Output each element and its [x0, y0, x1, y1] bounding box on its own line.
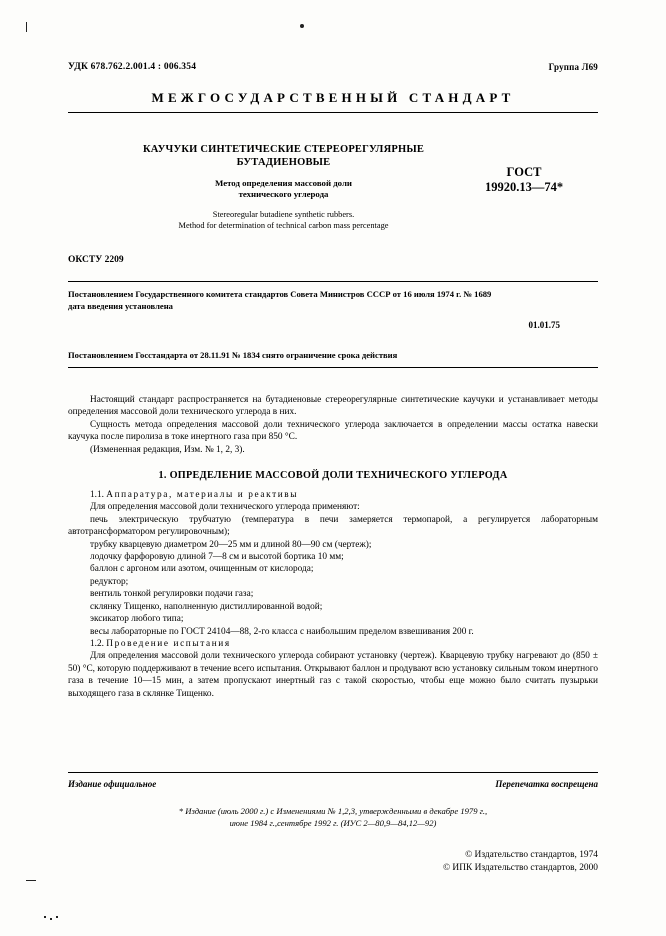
speck-three	[56, 916, 58, 918]
copyright-line-2: © ИПК Издательство стандартов, 2000	[442, 863, 598, 873]
decree-line1: Постановлением Государственного комитета стандартов Совета Министров СССР от 16 июля 1974 г. № 1689	[68, 289, 492, 299]
document-content	[68, 62, 598, 700]
apparatus-item-8: весы лабораторные по ГОСТ 24104—88, 2-го класса с наибольшим пределом взвешивания 200 г.	[90, 626, 474, 637]
apparatus-item-3: баллон с аргоном или азотом, очищенным от кислорода;	[90, 564, 314, 575]
english-title-line1: Stereoregular butadiene synthetic rubbers.	[212, 210, 355, 219]
header-row	[68, 62, 598, 72]
clause-1-2	[68, 638, 598, 650]
introduction	[68, 394, 598, 456]
clause-1-1-title: Аппаратура, материалы и реактивы	[106, 490, 299, 501]
header-divider	[68, 112, 598, 113]
clause-1-1	[68, 489, 598, 501]
section-1-body	[68, 489, 598, 700]
crop-mark-bottom-left	[26, 880, 36, 881]
footer-right-note: Перепечатка воспрещена	[495, 779, 598, 789]
title-left-column	[106, 143, 461, 231]
apparatus-item-7: эксикатор любого типа;	[90, 614, 184, 625]
registration-dot-top	[300, 24, 304, 28]
apparatus-item-1: трубку кварцевую диаметром 20—25 мм и длиной 80—90 см (чертеж);	[90, 539, 372, 550]
clause-1-2-number: 1.2.	[90, 638, 107, 649]
clause-1-1-number: 1.1.	[90, 490, 107, 501]
crop-mark-top-left	[26, 22, 27, 32]
apparatus-item-2: лодочку фарфоровую длиной 7—8 см и высотой бортика 10 мм;	[90, 552, 344, 563]
main-title-line1: КАУЧУКИ СИНТЕТИЧЕСКИЕ СТЕРЕОРЕГУЛЯРНЫЕ	[142, 144, 425, 155]
sub-title-line2: технического углерода	[238, 189, 329, 199]
footnote-line-2: июне 1984 г.,сентябре 1992 г. (ИУС 2—80,9—84,12—92)	[229, 818, 437, 828]
effective-date: 01.01.75	[528, 320, 560, 330]
main-title-line2: БУТАДИЕНОВЫЕ	[236, 157, 331, 168]
group-code: Группа Л69	[548, 62, 598, 72]
page-footer	[68, 772, 598, 875]
clause-1-2-title: Проведение испытания	[106, 638, 231, 649]
okstu-code: ОКСТУ 2209	[68, 255, 124, 265]
apparatus-item-6: склянку Тищенко, наполненную дистиллированной водой;	[90, 601, 323, 612]
sub-title-line1: Метод определения массовой доли	[215, 178, 352, 188]
footer-row	[68, 779, 598, 789]
decree-line2: дата введения установлена	[68, 300, 173, 311]
speck-one	[44, 916, 46, 918]
footer-divider	[68, 772, 598, 773]
intro-paragraph-2: Сущность метода определения массовой доли технического углерода заключается в определении массы остатка навески каучука после пиролиза в токе инертного газа при 850 °C.	[68, 419, 598, 443]
gost-word: ГОСТ	[506, 165, 542, 179]
intro-paragraph-3: (Измененная редакция, Изм. № 1, 2, 3).	[90, 444, 245, 455]
speck-two	[50, 918, 52, 920]
udk-code: УДК 678.762.2.001.4 : 006.354	[68, 62, 197, 72]
footnote	[68, 805, 598, 829]
standard-word: МЕЖГОСУДАРСТВЕННЫЙ СТАНДАРТ	[151, 90, 515, 105]
decree-bottom-divider	[68, 367, 598, 368]
intro-paragraph-1: Настоящий стандарт распространяется на бутадиеновые стереорегулярные синтетические каучуки и устанавливает методы определения массовой доли технического углерода в них.	[68, 395, 598, 418]
decree-block	[68, 281, 598, 368]
title-block	[68, 143, 598, 233]
apparatus-item-0: печь электрическую трубчатую (температура в печи замеряется термопарой, а регулируется лабораторным автотрансформатором регулировочным);	[68, 514, 598, 538]
apparatus-item-5: вентиль тонкой регулировки подачи газа;	[90, 589, 254, 600]
gost-number: 19920.13—74*	[484, 180, 564, 194]
footer-left-note: Издание официальное	[68, 779, 157, 789]
footnote-line-1: * Издание (июль 2000 г.) с Изменениями № 1,2,3, утвержденными в декабре 1979 г.,	[178, 806, 488, 816]
copyright-block	[68, 849, 598, 875]
gost-designation	[454, 165, 594, 195]
english-title-line2: Method for determination of technical carbon mass percentage	[178, 220, 389, 230]
apparatus-item-4: редуктор;	[90, 576, 129, 587]
clause-1-2-text: Для определения массовой доли технического углерода собирают установку (чертеж). Кварцевую трубку нагревают до (850 ± 50) °C, которую поддерживают в течение всего испытания. Открывают баллон и продувают всю установку сильным током инертного газа в течение 10—15 мин, а затем пропускают инертный газ с такой скоростью, чтобы еще можно было считать пузырьки выходящего газа в склянке Тищенко.	[68, 651, 598, 699]
copyright-line-1: © Издательство стандартов, 1974	[465, 850, 598, 860]
clause-1-1-intro: Для определения массовой доли технического углерода применяют:	[90, 502, 360, 513]
decree-line3: Постановлением Госстандарта от 28.11.91 № 1834 снято ограничение срока действия	[68, 350, 398, 360]
section-1-heading: 1. ОПРЕДЕЛЕНИЕ МАССОВОЙ ДОЛИ ТЕХНИЧЕСКОГО УГЛЕРОДА	[158, 470, 508, 482]
